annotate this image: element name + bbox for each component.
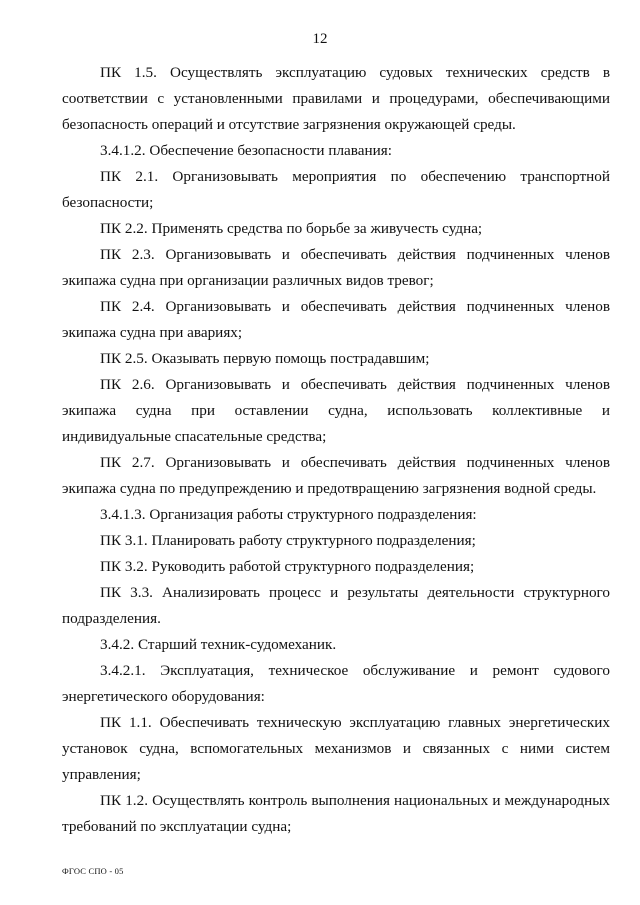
paragraph-pk-1-1: ПК 1.1. Обеспечивать техническую эксплуатацию главных энергетических установок судна, вспомогательных механизмов и связанных с ними систем управления; (62, 714, 610, 783)
paragraph-pk-2-1: ПК 2.1. Организовывать мероприятия по обеспечению транспортной безопасности; (62, 168, 610, 211)
paragraph-pk-2-6: ПК 2.6. Организовывать и обеспечивать действия подчиненных членов экипажа судна при оставлении судна, использовать коллективные и индивидуальные спасательные средства; (62, 376, 610, 445)
section-heading-3-4-2-1: 3.4.2.1. Эксплуатация, техническое обслуживание и ремонт судового энергетического оборудования: (62, 662, 610, 705)
paragraph-pk-2-2: ПК 2.2. Применять средства по борьбе за живучесть судна; (100, 220, 483, 237)
paragraph-pk-2-4: ПК 2.4. Организовывать и обеспечивать действия подчиненных членов экипажа судна при авариях; (62, 298, 610, 341)
paragraph-pk-2-5: ПК 2.5. Оказывать первую помощь пострадавшим; (100, 350, 430, 367)
paragraph-pk-3-3: ПК 3.3. Анализировать процесс и результаты деятельности структурного подразделения. (62, 584, 610, 627)
section-heading-3-4-2: 3.4.2. Старший техник-судомеханик. (100, 636, 337, 653)
footer-code: ФГОС СПО - 05 (62, 866, 124, 876)
paragraph-pk-3-1: ПК 3.1. Планировать работу структурного подразделения; (100, 532, 476, 549)
paragraph-pk-3-2: ПК 3.2. Руководить работой структурного подразделения; (100, 558, 475, 575)
document-body (62, 60, 610, 840)
paragraph-pk-1-2: ПК 1.2. Осуществлять контроль выполнения национальных и международных требований по эксплуатации судна; (62, 792, 610, 835)
section-heading-3-4-1-3: 3.4.1.3. Организация работы структурного подразделения: (100, 506, 477, 523)
page-number: 12 (312, 31, 328, 47)
paragraph-pk-1-5: ПК 1.5. Осуществлять эксплуатацию судовых технических средств в соответствии с установленными правилами и процедурами, обеспечивающими безопасность операций и отсутствие загрязнения окружающей среды. (62, 64, 610, 133)
paragraph-pk-2-3: ПК 2.3. Организовывать и обеспечивать действия подчиненных членов экипажа судна при организации различных видов тревог; (62, 246, 610, 289)
section-heading-3-4-1-2: 3.4.1.2. Обеспечение безопасности плавания: (100, 142, 392, 159)
paragraph-pk-2-7: ПК 2.7. Организовывать и обеспечивать действия подчиненных членов экипажа судна по предупреждению и предотвращению загрязнения водной среды. (62, 454, 610, 497)
